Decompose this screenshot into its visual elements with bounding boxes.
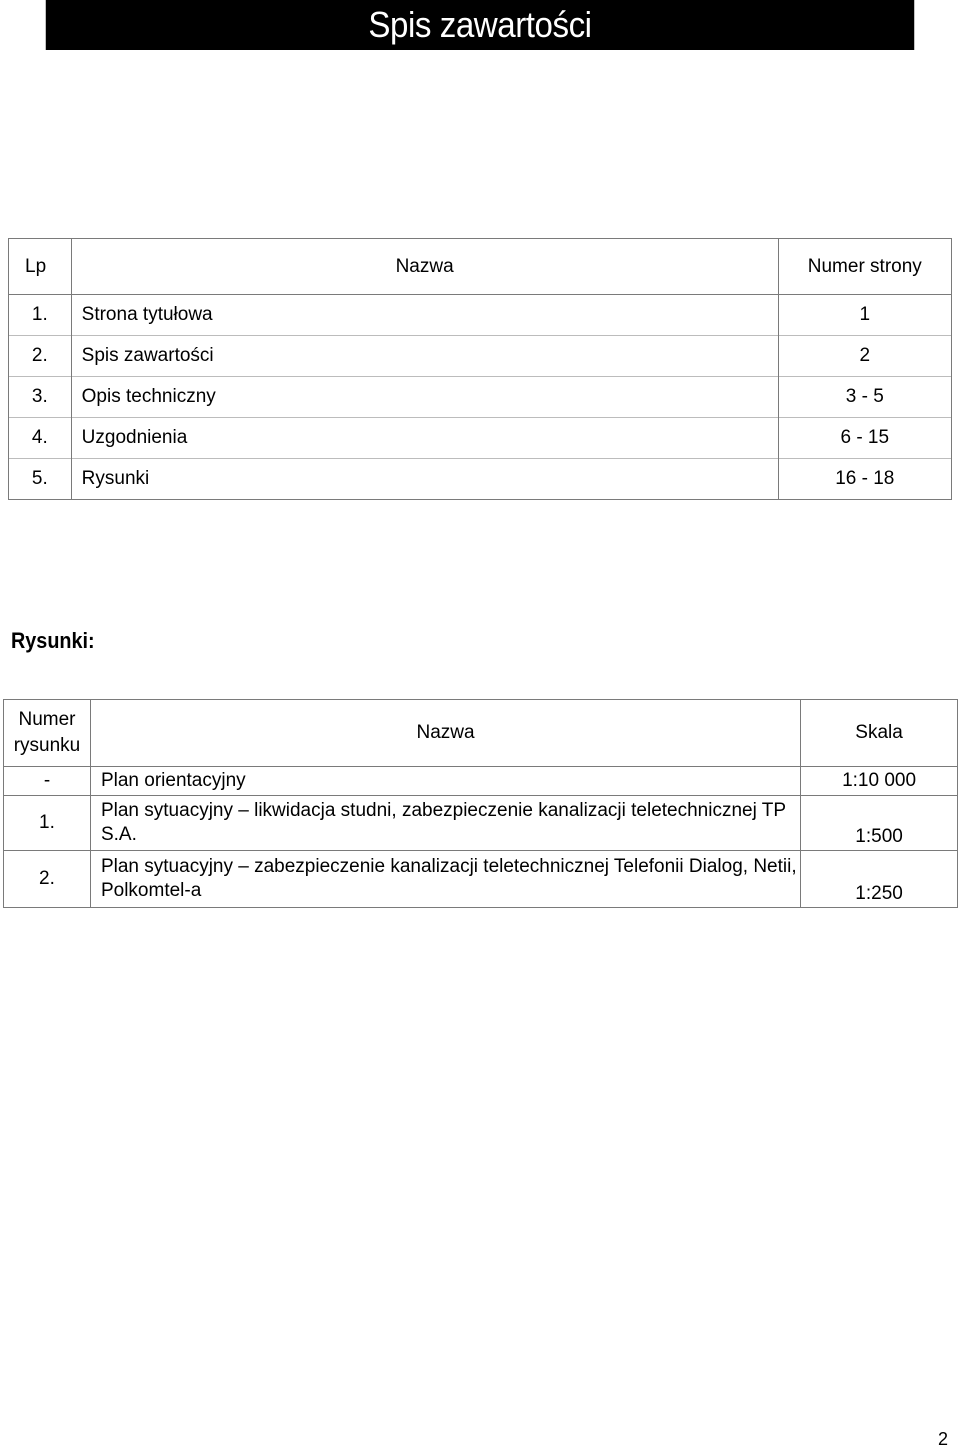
row-lp: 1. xyxy=(9,295,72,336)
row-page: 3 - 5 xyxy=(778,377,951,418)
page-title: Spis zawartości xyxy=(46,0,914,50)
contents-table xyxy=(8,238,952,500)
table-row xyxy=(9,295,952,336)
row-lp: 3. xyxy=(9,377,72,418)
row-lp: 4. xyxy=(9,418,72,459)
contents-table-header xyxy=(9,239,952,295)
row-name: Strona tytułowa xyxy=(71,295,778,336)
row-scale: 1:250 xyxy=(801,851,958,908)
row-scale: 1:10 000 xyxy=(801,767,958,796)
row-page: 1 xyxy=(778,295,951,336)
row-name: Plan orientacyjny xyxy=(90,767,800,796)
row-drawing-number: - xyxy=(4,767,91,796)
row-page: 2 xyxy=(778,336,951,377)
table-row xyxy=(9,418,952,459)
header-drawing-number: Numer rysunku xyxy=(4,700,91,767)
row-name: Rysunki xyxy=(71,459,778,500)
row-name: Spis zawartości xyxy=(71,336,778,377)
table-row xyxy=(9,459,952,500)
row-drawing-number: 1. xyxy=(4,796,91,851)
row-name: Opis techniczny xyxy=(71,377,778,418)
drawings-table xyxy=(3,699,958,908)
row-name: Uzgodnienia xyxy=(71,418,778,459)
drawings-table-header xyxy=(4,700,958,767)
header-name: Nazwa xyxy=(71,239,778,295)
row-name: Plan sytuacyjny – likwidacja studni, zabezpieczenie kanalizacji teletechnicznej TP S.A. xyxy=(90,796,800,851)
row-scale: 1:500 xyxy=(801,796,958,851)
drawings-heading: Rysunki: xyxy=(11,628,95,653)
row-name: Plan sytuacyjny – zabezpieczenie kanalizacji teletechnicznej Telefonii Dialog, Netii, Polkomtel-a xyxy=(90,851,800,908)
table-row xyxy=(4,767,958,796)
header-scale: Skala xyxy=(801,700,958,767)
row-lp: 5. xyxy=(9,459,72,500)
row-lp: 2. xyxy=(9,336,72,377)
row-page: 6 - 15 xyxy=(778,418,951,459)
header-name: Nazwa xyxy=(90,700,800,767)
table-row xyxy=(9,377,952,418)
table-row xyxy=(4,851,958,908)
page-number: 2 xyxy=(937,1429,948,1449)
header-lp: Lp xyxy=(9,239,72,295)
header-page-number: Numer strony xyxy=(778,239,951,295)
table-row xyxy=(9,336,952,377)
table-row xyxy=(4,796,958,851)
row-page: 16 - 18 xyxy=(778,459,951,500)
row-drawing-number: 2. xyxy=(4,851,91,908)
